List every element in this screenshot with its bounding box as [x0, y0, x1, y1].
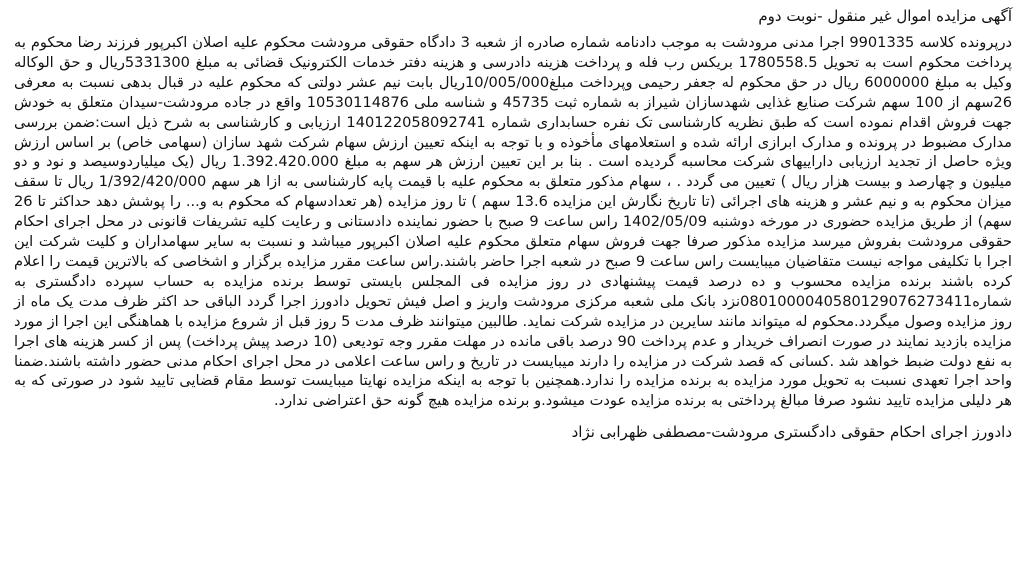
notice-title: آگهی مزایده اموال غیر منقول -نوبت دوم [758, 7, 1012, 25]
notice-signature: دادورز اجرای احکام حقوقی دادگستری مرودشت-مصطفی ظهرابی نژاد [571, 423, 1012, 442]
notice-body: درپرونده کلاسه 9901335 اجرا مدنی مرودشت به موجب دادنامه شماره صادره از شعبه 3 دادگاه حقوقی مرودشت محکوم علیه اصلان اکبرپور فرزند رضا محکوم به پرداخت محکوم است به تحویل 1780558.5 بریکس رب فله و پرداخت هزینه دادرسی و هزینه دفتر خدمات الکترونیک قضائی به مبلغ 5331300ریال و حق الوکاله وکیل به مبلغ 6000000 ریال در حق محکوم له جعفر رحیمی وپرداخت مبلغ10/005/000ریال بابت نیم عشر دولتی که محکوم علیه در قبال بدهی نسبت به معرفی 26سهم از 100 سهم شرکت صنایع غذایی شهدسازان شیراز به شماره ثبت 45735 و شناسه ملی 10530114876 واقع در جاده مرودشت-سیدان متعلق به خودش جهت فروش اقدام نموده است که طبق نظریه کارشناسی تک نفره حسابداری شماره 140122058092741 ارزیابی و کارشناسی به شرح ذیل است:ضمن بررسی مدارک مضبوط در پرونده و مدارک ابرازی ارائه شده و استعلامهای مأخوذه و با توجه به اینکه تعیین ارزش سهام شرکت شهد سازان (سهامی خاص) بر اساس ارزش ویژه حاصل از تجدید ارزیابی داراییهای شرکت محاسبه گردیده است . بنا بر این تعیین ارزش هر سهم به مبلغ 1.392.420.000 ریال (یک میلیاردوسیصد و نود و دو میلیون و چهارصد و بیست هزار ریال ) تعیین می گردد . ، سهام مذکور متعلق به محکوم علیه با قیمت پایه کارشناسی به ازا هر سهم 1/392/420/000 ریال تا سقف میزان محکوم به و نیم عشر و هزینه های اجرائی (تا تاریخ نگارش این مزایده 13.6 سهم ) تا روز مزایده (هر تعدادسهام که محکوم به و... را پوشش دهد حداکثر تا 26 سهم) از طریق مزایده حضوری در مورخه دوشنبه 1402/05/09 راس ساعت 9 صبح با حضور نماینده دادستانی و رعایت کلیه تشریفات قانونی در محل اجرای احکام حقوقی مرودشت بفروش میرسد مزایده مذکور صرفا جهت فروش سهام متعلق محکوم علیه اصلان اکبرپور میباشد و نسبت به سایر سهامداران و کلیت شرکت این اجرا با تکلیفی مواجه نیست متقاضیان میبایست راس ساعت 9 صبح در شعبه اجرا حاضر باشند.راس ساعت مقرر مزایده برگزار و اشخاصی که بالاترین قیمت را اعلام کرده باشند برنده مزایده محسوب و ده درصد قیمت پیشنهادی در روز مزایده فی المجلس بایستی توسط برنده مزایده به حساب سپرده دادگستری به شماره0801000040580129076273411نزد بانک ملی شعبه مرکزی مرودشت واریز و اصل فیش تحویل دادورز اجرا گردد الباقی حد اکثر ظرف مدت یک ماه از روز مزایده وصول میگردد.محکوم له میتواند مانند سایرین در مزایده شرکت نماید. طالبین میتوانند ظرف مدت 5 روز قبل از شروع مزایده با هماهنگی این اجرا از مورد مزایده بازدید نمایند در صورت انصراف خریدار و عدم پرداخت 90 درصد باقی مانده در مهلت مقرر وجه تودیعی (10 درصد پیش پرداخت) پس از کسر هزینه های اجرا به نفع دولت ضبط خواهد شد .کسانی که قصد شرکت در مزایده را دارند میبایست در تاریخ و راس ساعت اعلامی در محل اجرای احکام مدنی حضور داشته باشند.ضمنا واحد اجرا تعهدی نسبت به تحویل مورد مزایده به برنده مزایده را ندارد.همچنین با توجه به اینکه مزایده نهایتا میبایست توسط مقام قضایی تایید شود در صورتی که به هر دلیلی مزایده تایید نشود صرفا مبالغ پرداختی به برنده مزایده عودت میشود.و برنده مزایده هیچ گونه حق اعتراضی ندارد. [14, 34, 1013, 410]
